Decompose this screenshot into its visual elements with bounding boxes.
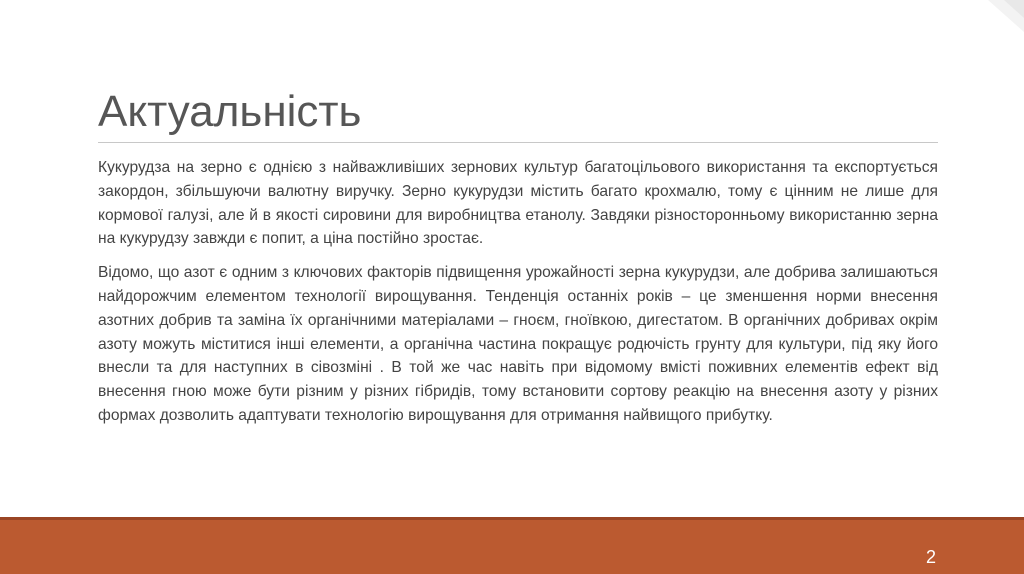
footer-band (0, 520, 1024, 574)
slide-number: 2 (925, 547, 936, 567)
corner-accent-shape (968, 0, 1024, 40)
body-paragraph-2: Відомо, що азот є одним з ключових факторів підвищення урожайності зерна кукурудзи, але добрива залишаються найдорожчим елементом технології вирощування. Тенденція останніх років – це зменшення норми внесення азотних добрив та заміна їх органічними матеріалами – гноєм, гноївкою, дигестатом. В органічних добривах окрім азоту можуть міститися інші елементи, а органічна частина покращує родючість грунту для культури, під яку його внесли та для наступних в сівозміні . В той же час навіть при відомому вмісті поживних елементів ефект від внесення гною може бути різним у різних гібридів, тому встановити сортову реакцію на внесення азоту у різних формах дозволить адаптувати технологію вирощування для отримання найвищого прибутку. (98, 264, 938, 424)
body-paragraph-1: Кукурудза на зерно є однією з найважливіших зернових культур багатоцільового використання та експортується закордон, збільшуючи валютну виручку. Зерно кукурудзи містить багато крохмалю, тому є цінним не лише для кормової галузі, але й в якості сировини для виробництва етанолу. Завдяки різносторонньому використанню зерна на кукурудзу завжди є попит, а ціна постійно зростає. (98, 159, 938, 248)
slide-title: Актуальність (98, 87, 362, 136)
corner-accent-decoration (968, 0, 1024, 40)
slide-body (98, 156, 938, 438)
title-divider (98, 142, 938, 143)
